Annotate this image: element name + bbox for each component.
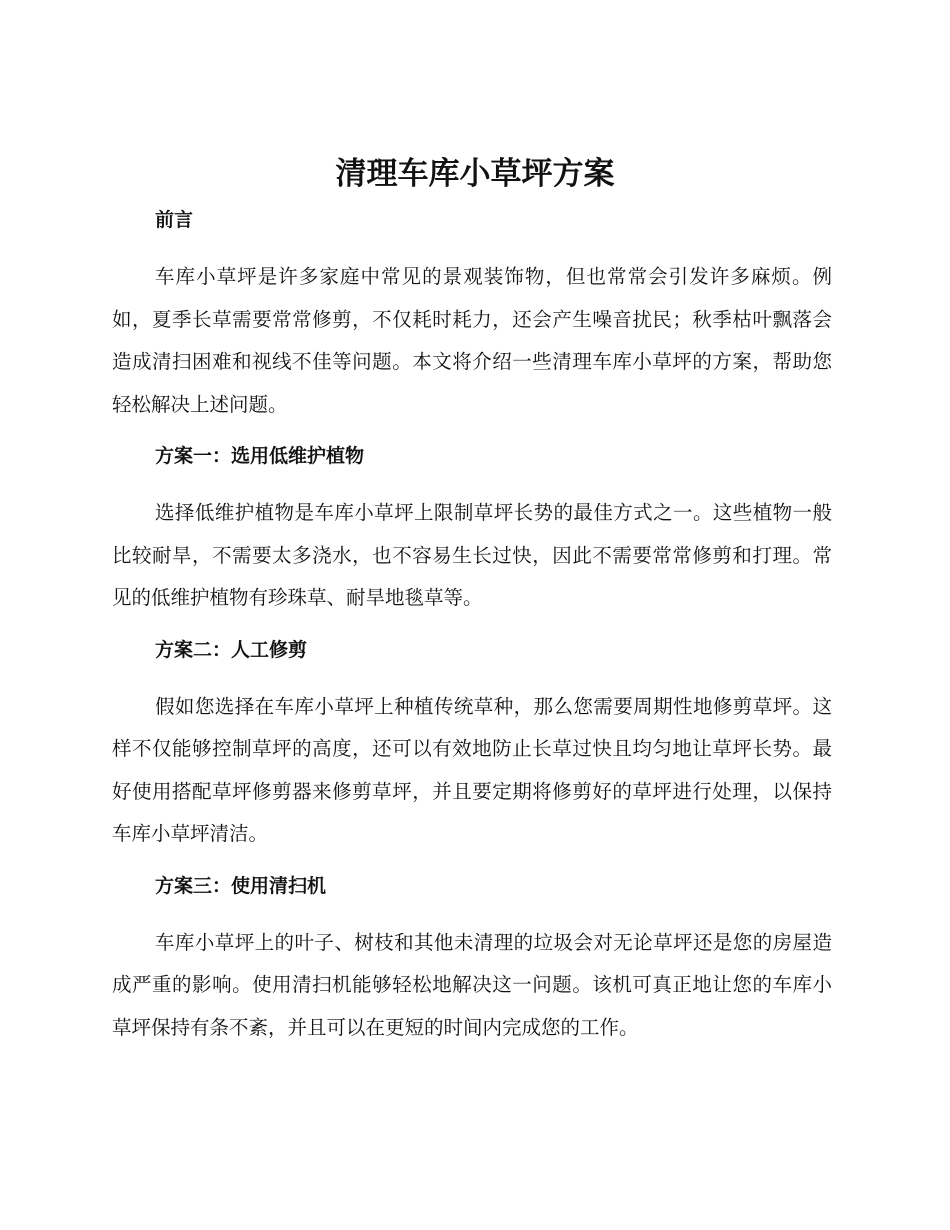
- section-heading-plan-2: 方案二：人工修剪: [155, 638, 308, 661]
- section-heading-plan-3: 方案三：使用清扫机: [155, 874, 327, 897]
- section-paragraph-plan-3: 车库小草坪上的叶子、树枝和其他未清理的垃圾会对无论草坪还是您的房屋造成严重的影响。使用清扫机能够轻松地解决这一问题。该机可真正地让您的车库小草坪保持有条不紊，并且可以在更短的时间内完成您的工作。: [112, 930, 832, 1039]
- section-paragraph-plan-1: 选择低维护植物是车库小草坪上限制草坪长势的最佳方式之一。这些植物一般比较耐旱，不需要太多浇水，也不容易生长过快，因此不需要常常修剪和打理。常见的低维护植物有珍珠草、耐旱地毯草等。: [112, 501, 832, 609]
- document-body: [112, 202, 832, 1049]
- section-paragraph-preface: 车库小草坪是许多家庭中常见的景观装饰物，但也常常会引发许多麻烦。例如，夏季长草需要常常修剪，不仅耗时耗力，还会产生噪音扰民；秋季枯叶飘落会造成清扫困难和视线不佳等问题。本文将介绍一些清理车库小草坪的方案，帮助您轻松解决上述问题。: [112, 265, 832, 416]
- section-heading-preface: 前言: [155, 209, 194, 231]
- section-heading-plan-1: 方案一：选用低维护植物: [155, 445, 365, 467]
- document-title: 清理车库小草坪方案: [335, 156, 615, 192]
- section-paragraph-plan-2: 假如您选择在车库小草坪上种植传统草种，那么您需要周期性地修剪草坪。这样不仅能够控制草坪的高度，还可以有效地防止长草过快且均匀地让草坪长势。最好使用搭配草坪修剪器来修剪草坪，并且要定期将修剪好的草坪进行处理，以保持车库小草坪清洁。: [112, 694, 832, 845]
